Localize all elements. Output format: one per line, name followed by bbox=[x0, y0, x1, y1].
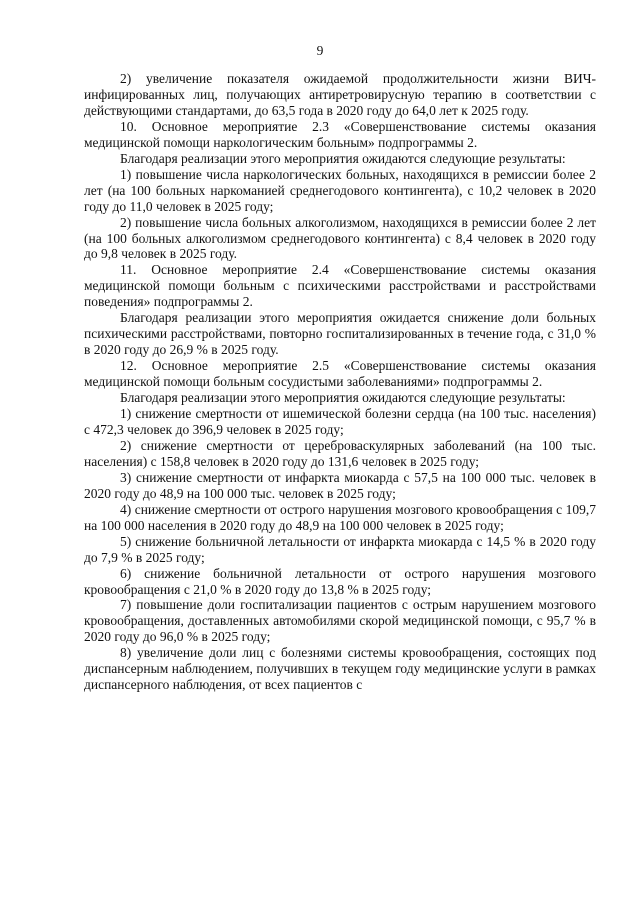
paragraph-ambulance-hospitalization: 7) повышение доли госпитализации пациентов с острым нарушением мозгового кровообращения, доставленных автомобилями скорой медицинской помощи, с 95,7 % в 2020 году до 96,0 % в 2025 году; bbox=[84, 597, 596, 645]
paragraph-stroke-lethality: 6) снижение больничной летальности от острого нарушения мозгового кровообращения с 21,0 % в 2020 году до 13,8 % в 2025 году; bbox=[84, 565, 596, 597]
paragraph-measure-2-3-heading: 10. Основное мероприятие 2.3 «Совершенствование системы оказания медицинской помощи наркологическим больным» подпрограммы 2. bbox=[84, 118, 596, 150]
paragraph-hiv-life-expectancy: 2) увеличение показателя ожидаемой продолжительности жизни ВИЧ-инфицированных лиц, получающих антиретровирусную терапию в соответствии с действующими стандартами, до 63,5 года в 2020 году до 64,0 лет к 2025 году. bbox=[84, 71, 596, 118]
paragraph-expected-results-intro: Благодаря реализации этого мероприятия ожидаются следующие результаты: bbox=[120, 390, 566, 406]
page-number: 9 bbox=[316, 43, 324, 58]
paragraph-ischemic-mortality: 1) снижение смертности от ишемической болезни сердца (на 100 тыс. населения) с 472,3 человек до 396,9 человек в 2025 году; bbox=[84, 406, 596, 437]
paragraph-psychiatric-rehospitalization: Благодаря реализации этого мероприятия ожидается снижение доли больных психическими расстройствами, повторно госпитализированных в течение года, с 31,0 % в 2020 году до 26,9 % в 2025 году. bbox=[84, 310, 596, 358]
paragraph-drug-remission: 1) повышение числа наркологических больных, находящихся в ремиссии более 2 лет (на 100 больных наркоманией среднегодового контингента), с 10,2 человек в 2020 году до 11,0 человек в 2025 году; bbox=[84, 166, 596, 214]
paragraph-expected-results-intro: Благодаря реализации этого мероприятия ожидаются следующие результаты: bbox=[120, 150, 566, 166]
paragraph-measure-2-5-heading: 12. Основное мероприятие 2.5 «Совершенствование системы оказания медицинской помощи больным сосудистыми заболеваниями» подпрограммы 2. bbox=[84, 358, 596, 390]
paragraph-infarction-mortality: 3) снижение смертности от инфаркта миокарда с 57,5 на 100 000 тыс. человек в 2020 году до 48,9 на 100 000 тыс. человек в 2025 году; bbox=[84, 469, 596, 501]
paragraph-stroke-mortality: 4) снижение смертности от острого нарушения мозгового кровообращения с 109,7 на 100 000 населения в 2020 году до 48,9 на 100 000 человек в 2025 году; bbox=[84, 501, 596, 533]
paragraph-cerebrovascular-mortality: 2) снижение смертности от цереброваскулярных заболеваний (на 100 тыс. населения) с 158,8 человек в 2020 году до 131,6 человек в 2025 году; bbox=[84, 437, 596, 469]
paragraph-measure-2-4-heading: 11. Основное мероприятие 2.4 «Совершенствование системы оказания медицинской помощи больным с психическими расстройствами и расстройствами поведения» подпрограммы 2. bbox=[84, 262, 596, 310]
paragraph-alcohol-remission: 2) повышение числа больных алкоголизмом, находящихся в ремиссии более 2 лет (на 100 больных алкоголизмом среднегодового контингента) с 8,4 человек в 2020 году до 9,8 человек в 2025 году. bbox=[84, 214, 596, 262]
paragraph-dispensary-observation: 8) увеличение доли лиц с болезнями системы кровообращения, состоящих под диспансерным наблюдением, получивших в текущем году медицинские услуги в рамках диспансерного наблюдения, от всех пациентов с bbox=[84, 645, 596, 693]
paragraph-infarction-lethality: 5) снижение больничной летальности от инфаркта миокарда с 14,5 % в 2020 году до 7,9 % в 2025 году; bbox=[84, 533, 596, 565]
document-body bbox=[84, 71, 596, 693]
